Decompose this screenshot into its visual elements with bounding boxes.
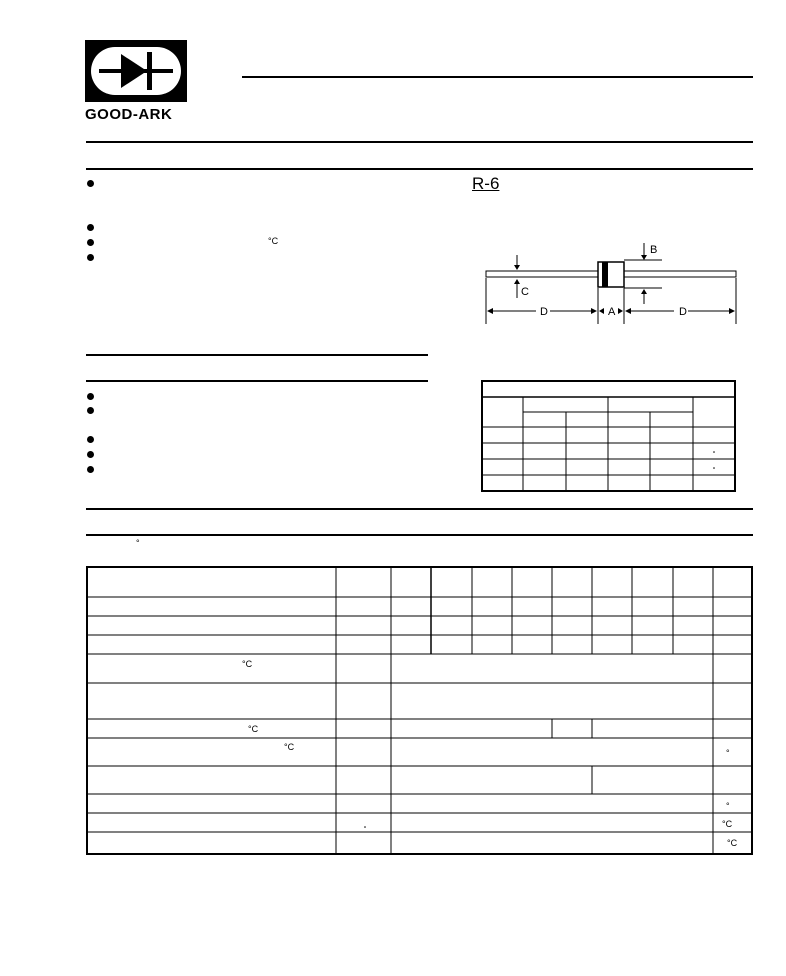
package-label: R-6 [472,174,500,193]
row-temp-symbol: °C [248,724,259,734]
temp-symbol: °C [268,236,279,246]
section-divider-top [86,141,753,143]
unit-mark: °C [727,838,738,848]
dimension-d-left-label: D [540,306,548,318]
diode-logo-icon [85,40,187,102]
mechanical-bullet [87,466,94,473]
row-temp-symbol: °C [242,659,253,669]
brand-logo [85,40,187,102]
dimensions-table [481,380,736,492]
section-divider-features [86,168,753,170]
unit-mark: ° [726,748,730,758]
ratings-divider-bottom [86,534,753,536]
row-temp-symbol: °C [284,742,295,752]
dimension-c-label: C [521,286,529,298]
mechanical-bullet [87,451,94,458]
ratings-table [86,566,753,855]
dimension-a-label: A [608,306,616,318]
dimension-d-right-label: D [679,306,687,318]
mechanical-bullet [87,407,94,414]
mechanical-bullet [87,393,94,400]
mechanical-divider-bottom [86,380,428,382]
ambient-mark: ° [136,538,140,548]
feature-bullet [87,239,94,246]
unit-mark: ° [726,801,730,811]
mechanical-divider-top [86,354,428,356]
dimension-b-label: B [650,244,658,256]
brand-name: GOOD-ARK [85,106,173,123]
mechanical-bullet [87,436,94,443]
feature-bullet [87,224,94,231]
feature-bullet [87,180,94,187]
header-divider [242,76,753,78]
ratings-divider-top [86,508,753,510]
unit-mark: °C [722,819,733,829]
feature-bullet [87,254,94,261]
